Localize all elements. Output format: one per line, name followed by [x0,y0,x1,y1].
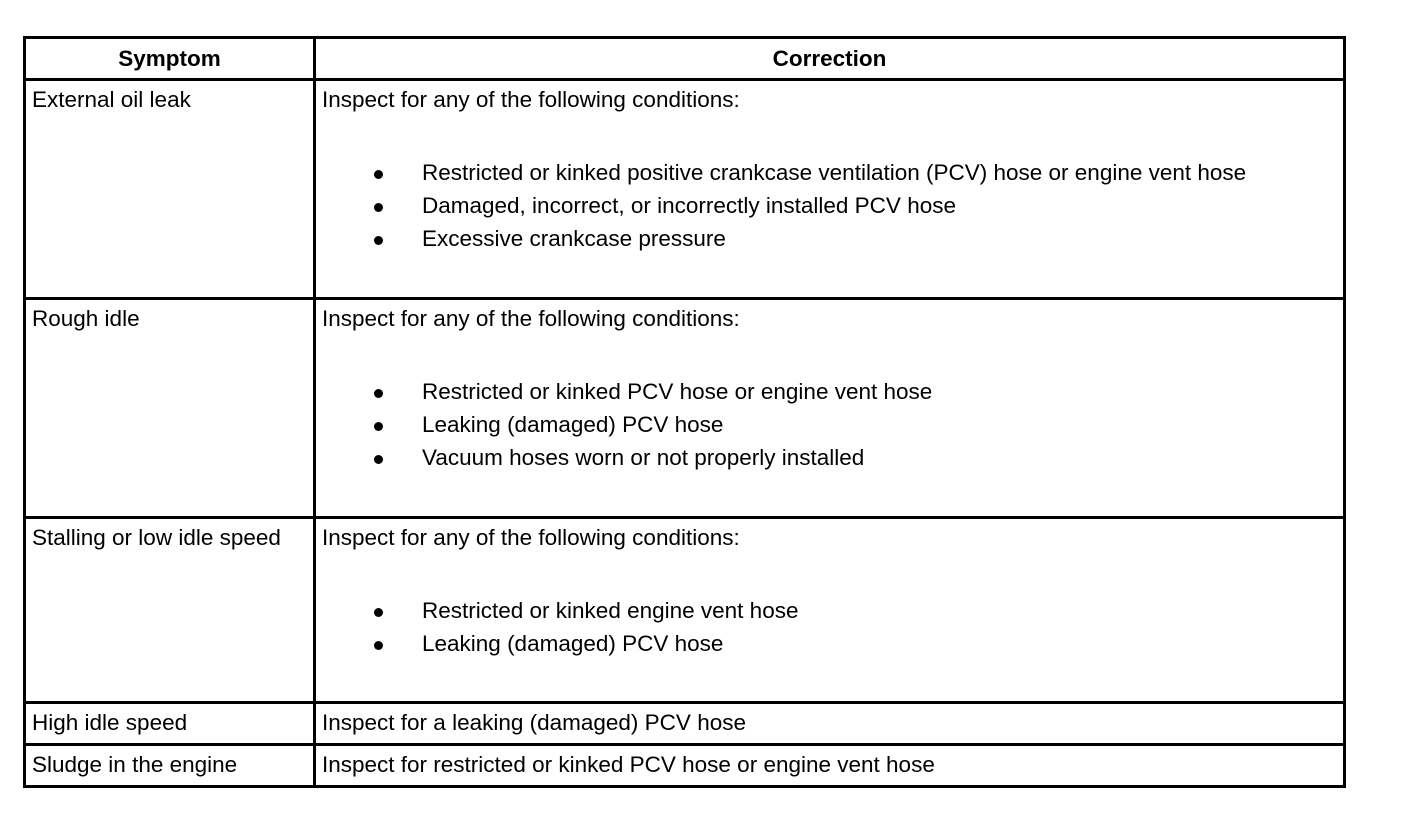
correction-cell [315,745,1345,787]
bullet-icon [374,203,383,212]
correction-cell [315,518,1345,703]
condition-text: Vacuum hoses worn or not properly installed [422,445,865,470]
correction-lead: Inspect for any of the following conditions: [322,525,740,550]
correction-cell [315,299,1345,518]
table-row [25,518,1345,703]
condition-text: Leaking (damaged) PCV hose [422,631,724,656]
symptom-cell: Stalling or low idle speed [25,518,315,703]
condition-text: Restricted or kinked engine vent hose [422,598,799,623]
list-item [322,445,1343,478]
header-correction: Correction [315,38,1345,80]
symptom-cell: Rough idle [25,299,315,518]
condition-list [322,598,1343,664]
correction-lead: Inspect for a leaking (damaged) PCV hose [322,710,746,735]
correction-cell [315,703,1345,745]
list-item [322,160,1343,193]
bullet-icon [374,422,383,431]
symptom-cell: Sludge in the engine [25,745,315,787]
header-symptom: Symptom [25,38,315,80]
symptom-cell: High idle speed [25,703,315,745]
condition-text: Leaking (damaged) PCV hose [422,412,724,437]
list-item [322,379,1343,412]
table-row [25,745,1345,787]
list-item [322,412,1343,445]
header-row [25,38,1345,80]
bullet-icon [374,236,383,245]
list-item [322,631,1343,664]
list-item [322,193,1343,226]
list-item [322,226,1343,259]
condition-list [322,160,1343,259]
bullet-icon [374,389,383,398]
bullet-icon [374,608,383,617]
condition-text: Excessive crankcase pressure [422,226,726,251]
correction-lead: Inspect for restricted or kinked PCV hose or engine vent hose [322,752,935,777]
bullet-icon [374,455,383,464]
correction-cell [315,80,1345,299]
bullet-icon [374,641,383,650]
table-row [25,703,1345,745]
bullet-icon [374,170,383,179]
condition-list [322,379,1343,478]
table-row [25,299,1345,518]
correction-lead: Inspect for any of the following conditions: [322,306,740,331]
correction-lead: Inspect for any of the following conditions: [322,87,740,112]
condition-text: Damaged, incorrect, or incorrectly installed PCV hose [422,193,956,218]
symptom-cell: External oil leak [25,80,315,299]
condition-text: Restricted or kinked PCV hose or engine vent hose [422,379,933,404]
list-item [322,598,1343,631]
condition-text: Restricted or kinked positive crankcase ventilation (PCV) hose or engine vent hose [422,160,1247,185]
symptom-correction-table [23,36,1346,788]
table-row [25,80,1345,299]
